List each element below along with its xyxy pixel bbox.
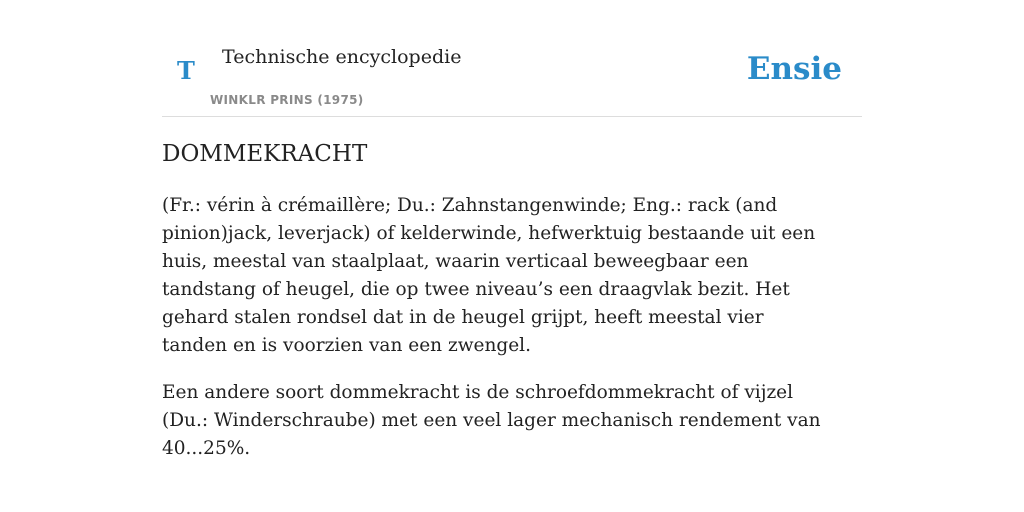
- entry-paragraph: Een andere soort dommekracht is de schroefdommekracht of vijzel (Du.: Winderschraube) met een veel lager mechanisch rendement van 40...25%.: [162, 382, 821, 459]
- header: [162, 0, 862, 117]
- entry-title: DOMMEKRACHT: [162, 141, 368, 167]
- encyclopedia-title-link[interactable]: Technische encyclopedie: [222, 46, 462, 68]
- encyclopedia-logo-icon[interactable]: T: [177, 56, 195, 85]
- page: [162, 0, 862, 459]
- source-label: WINKLR PRINS (1975): [210, 93, 364, 107]
- entry-paragraph: (Fr.: vérin à crémaillère; Du.: Zahnstangenwinde; Eng.: rack (and pinion)jack, leverjack) of kelderwinde, hefwerktuig bestaande uit een huis, meestal van staalplaat, waarin verticaal beweegbaar een tandstang of heugel, die op twee niveau’s een draagvlak bezit. Het gehard stalen rondsel dat in de heugel grijpt, heeft meestal vier tanden en is voorzien van een zwengel.: [162, 195, 816, 356]
- ensie-logo-link[interactable]: Ensie: [746, 51, 842, 87]
- entry-body: [162, 192, 832, 482]
